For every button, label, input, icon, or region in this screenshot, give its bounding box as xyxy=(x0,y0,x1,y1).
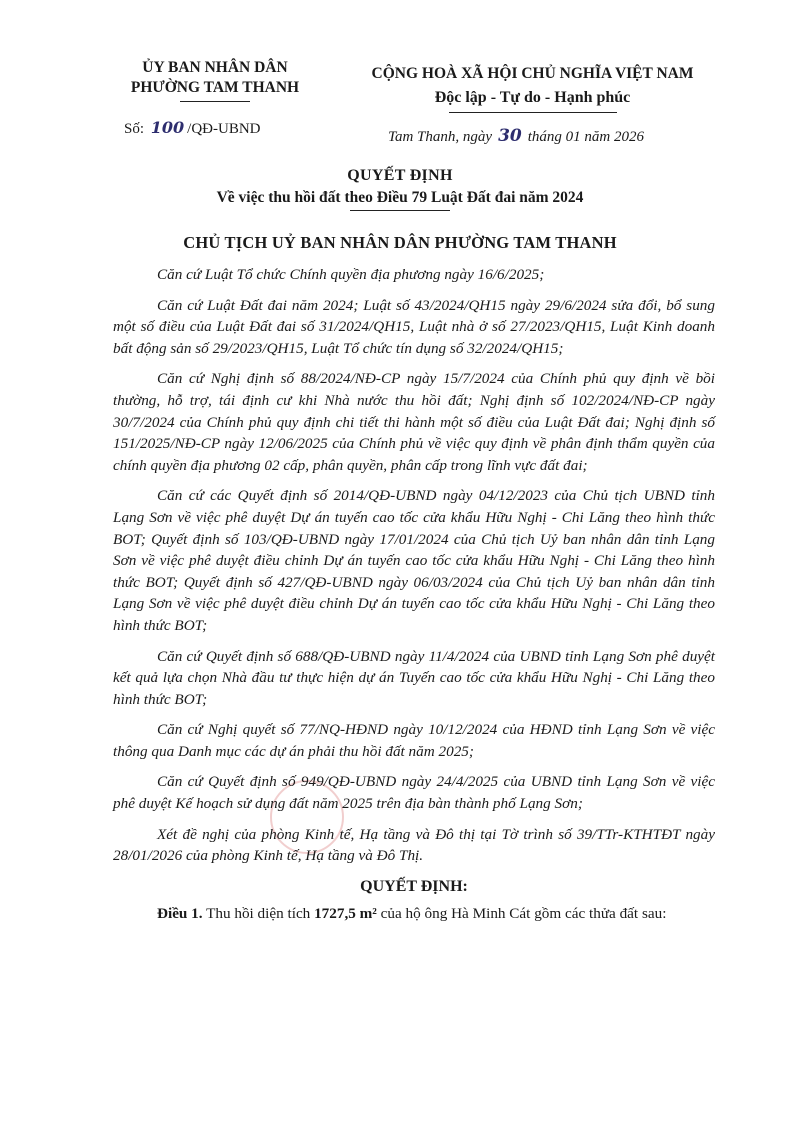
basis-paragraph: Căn cứ Quyết định số 688/QĐ-UBND ngày 11/4/2024 của UBND tỉnh Lạng Sơn phê duyệt kết quả lựa chọn Nhà đầu tư thực hiện dự án Tuyến cao tốc cửa khẩu Hữu Nghị - Chi Lăng theo hình thức BOT; xyxy=(113,647,715,708)
document-body xyxy=(113,264,715,934)
handwritten-number: 100 xyxy=(150,118,185,137)
article-text-start: Thu hồi diện tích xyxy=(206,905,311,923)
document-number xyxy=(124,118,261,138)
basis-paragraph: Căn cứ Luật Đất đai năm 2024; Luật số 43/2024/QH15 ngày 29/6/2024 sửa đổi, bổ sung một số điều của Luật Đất đai số 31/2024/QH15, Luật nhà ở số 27/2023/QH15, Luật Kinh doanh bất động sản số 29/2023/QH15, Luật Tổ chức tín dụng số 32/2024/QH15; xyxy=(113,296,715,357)
issuing-agency xyxy=(100,58,330,102)
motto-underline xyxy=(449,112,617,113)
place-date-prefix: Tam Thanh, ngày xyxy=(388,129,493,145)
number-prefix: Số: xyxy=(124,121,145,137)
subject-underline xyxy=(350,210,450,211)
article-area: 1727,5 m² xyxy=(314,905,377,923)
place-date-suffix: tháng 01 năm 2026 xyxy=(527,129,644,145)
article-label: Điều 1. xyxy=(157,905,203,923)
basis-paragraph: Căn cứ Quyết định số 949/QĐ-UBND ngày 24/4/2025 của UBND tỉnh Lạng Sơn về việc phê duyệt Kế hoạch sử dụng đất năm 2025 trên địa bàn thành phố Lạng Sơn; xyxy=(113,773,715,813)
document-type: QUYẾT ĐỊNH xyxy=(347,167,453,184)
basis-paragraph: Căn cứ Nghị quyết số 77/NQ-HĐND ngày 10/12/2024 của HĐND tỉnh Lạng Sơn về việc thông qua Danh mục các dự án phải thu hồi đất năm 2025; xyxy=(113,721,715,760)
place-and-date xyxy=(388,126,644,146)
national-header xyxy=(325,62,740,113)
document-subject: Về việc thu hồi đất theo Điều 79 Luật Đất đai năm 2024 xyxy=(216,189,584,206)
agency-line-1: ỦY BAN NHÂN DÂN xyxy=(142,59,288,76)
handwritten-day: 30 xyxy=(498,126,522,146)
decision-heading: QUYẾT ĐỊNH: xyxy=(360,877,468,895)
basis-paragraph: Xét đề nghị của phòng Kinh tế, Hạ tầng và Đô thị tại Tờ trình số 39/TTr-KTHTĐT ngày 28/01/2026 của phòng Kinh tế, Hạ tầng và Đô Thị. xyxy=(113,825,715,865)
article-1 xyxy=(113,903,715,925)
agency-line-2: PHƯỜNG TAM THANH xyxy=(130,79,300,96)
basis-paragraph: Căn cứ các Quyết định số 2014/QĐ-UBND ngày 04/12/2023 của Chủ tịch UBND tỉnh Lạng Sơn về việc phê duyệt Dự án tuyến cao tốc cửa khẩu Hữu Nghị - Chi Lăng theo hình thức BOT; Quyết định số 103/QĐ-UBND ngày 17/01/2024 của Chủ tịch Uỷ ban nhân dân tỉnh Lạng Sơn về việc phê duyệt điều chỉnh Dự án tuyến cao tốc cửa khẩu Hữu Nghị - Chi Lăng theo hình thức BOT; Quyết định số 427/QĐ-UBND ngày 06/03/2024 của Chủ tịch Uỷ ban nhân dân tỉnh Lạng Sơn về việc phê duyệt điều chỉnh Dự án tuyến cao tốc cửa khẩu Hữu Nghị - Chi Lăng theo hình thức BOT; xyxy=(113,487,715,634)
basis-paragraph: Căn cứ Luật Tổ chức Chính quyền địa phương ngày 16/6/2025; xyxy=(157,266,545,283)
basis-paragraph: Căn cứ Nghị định số 88/2024/NĐ-CP ngày 15/7/2024 của Chính phủ quy định về bồi thường, hỗ trợ, tái định cư khi Nhà nước thu hồi đất; Nghị định số 102/2024/NĐ-CP ngày 30/7/2024 của Chính phủ quy định chi tiết thi hành một số điều của Luật Đất đai; Nghị định số 151/2025/NĐ-CP ngày 12/06/2025 của Chính phủ về việc quy định về phân định thẩm quyền của chính quyền địa phương 02 cấp, phân quyền, phân cấp trong lĩnh vực đất đai; xyxy=(113,370,715,474)
state-name: CỘNG HOÀ XÃ HỘI CHỦ NGHĨA VIỆT NAM xyxy=(371,65,694,82)
issuing-authority: CHỦ TỊCH UỶ BAN NHÂN DÂN PHƯỜNG TAM THANH xyxy=(183,233,617,252)
article-text-end: của hộ ông Hà Minh Cát gồm các thửa đất sau: xyxy=(380,905,667,923)
national-motto: Độc lập - Tự do - Hạnh phúc xyxy=(434,89,631,106)
agency-underline xyxy=(180,101,250,102)
number-suffix: /QĐ-UBND xyxy=(187,121,261,137)
